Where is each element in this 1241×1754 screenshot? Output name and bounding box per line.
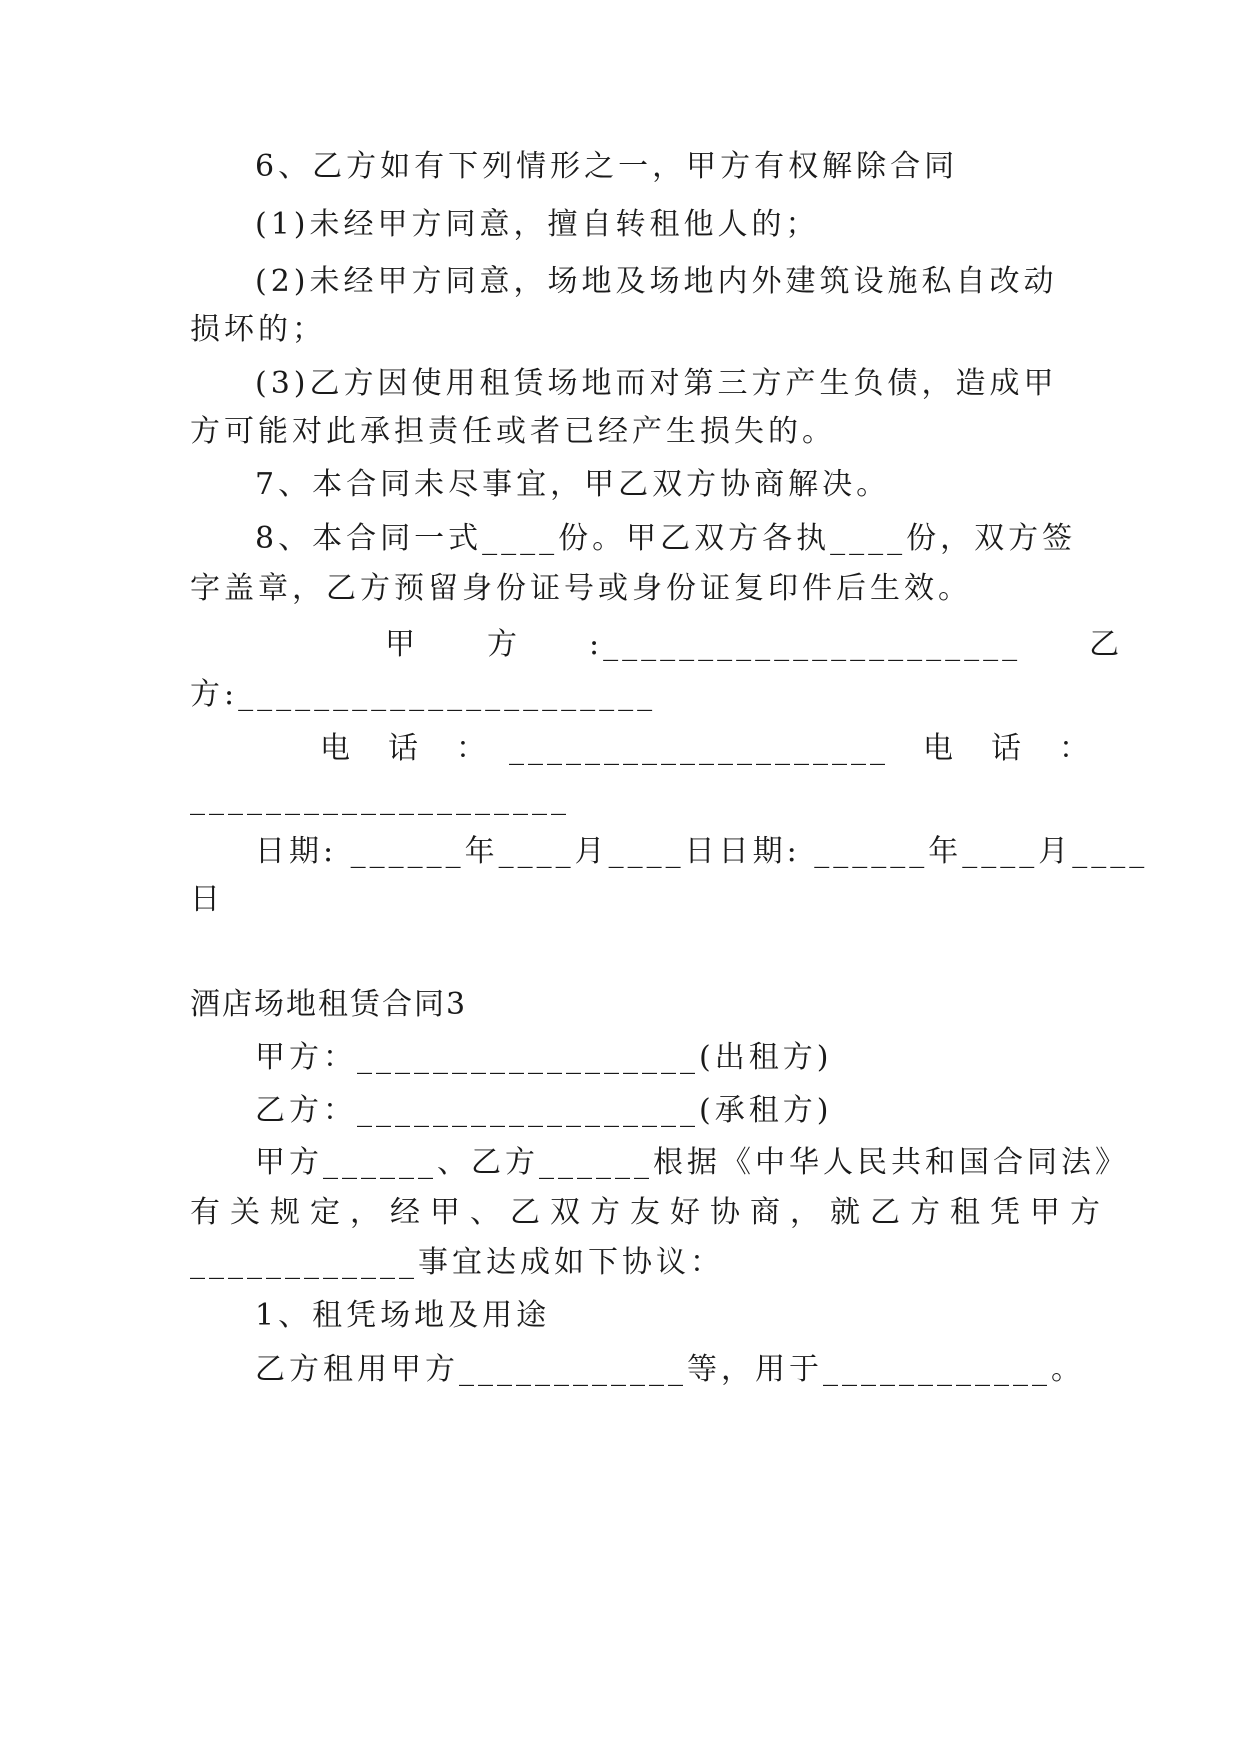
phone-line: 电 话 ： ____________________ 电 话 ： xyxy=(320,731,1093,766)
phone-line-cont: ____________________ xyxy=(190,781,570,816)
party-b-lessee: 乙方：__________________(承租方) xyxy=(255,1093,833,1128)
party-a-lessor: 甲方：__________________(出租方) xyxy=(255,1040,833,1075)
clause-6-item-3-cont: 方可能对此承担责任或者已经产生损失的。 xyxy=(190,414,836,449)
clause-6-item-2-cont: 损坏的； xyxy=(190,312,326,347)
clause-6-heading: 6、乙方如有下列情形之一，甲方有权解除合同 xyxy=(255,149,959,184)
clause-6-item-3: (3)乙方因使用租赁场地而对第三方产生负债，造成甲 xyxy=(255,366,1058,401)
preamble-cont: 有关规定，经甲、乙双方友好协商，就乙方租凭甲方 xyxy=(190,1195,1110,1230)
clause-7: 7、本合同未尽事宜，甲乙双方协商解决。 xyxy=(255,467,891,502)
clause-6-item-1: (1)未经甲方同意，擅自转租他人的； xyxy=(255,207,820,242)
preamble-end: ____________事宜达成如下协议： xyxy=(190,1245,724,1280)
clause-8: 8、本合同一式____份。甲乙双方各执____份，双方签 xyxy=(255,521,1077,556)
section-1-heading: 1、租凭场地及用途 xyxy=(255,1298,551,1333)
contract-3-title: 酒店场地租赁合同3 xyxy=(190,987,468,1022)
preamble: 甲方______、乙方______根据《中华人民共和国合同法》 xyxy=(255,1145,1129,1180)
section-1-body: 乙方租用甲方____________等，用于____________。 xyxy=(255,1352,1085,1387)
clause-6-item-2: (2)未经甲方同意，场地及场地内外建筑设施私自改动 xyxy=(255,264,1058,299)
signature-party-b: 方:______________________ xyxy=(190,677,657,712)
date-line: 日期: ______年____月____日日期: ______年____月____ xyxy=(255,834,1149,869)
clause-8-cont: 字盖章，乙方预留身份证号或身份证复印件后生效。 xyxy=(190,571,972,606)
date-line-cont: 日 xyxy=(190,882,224,917)
signature-party-a: 甲 方 :______________________ 乙 xyxy=(385,627,1124,662)
